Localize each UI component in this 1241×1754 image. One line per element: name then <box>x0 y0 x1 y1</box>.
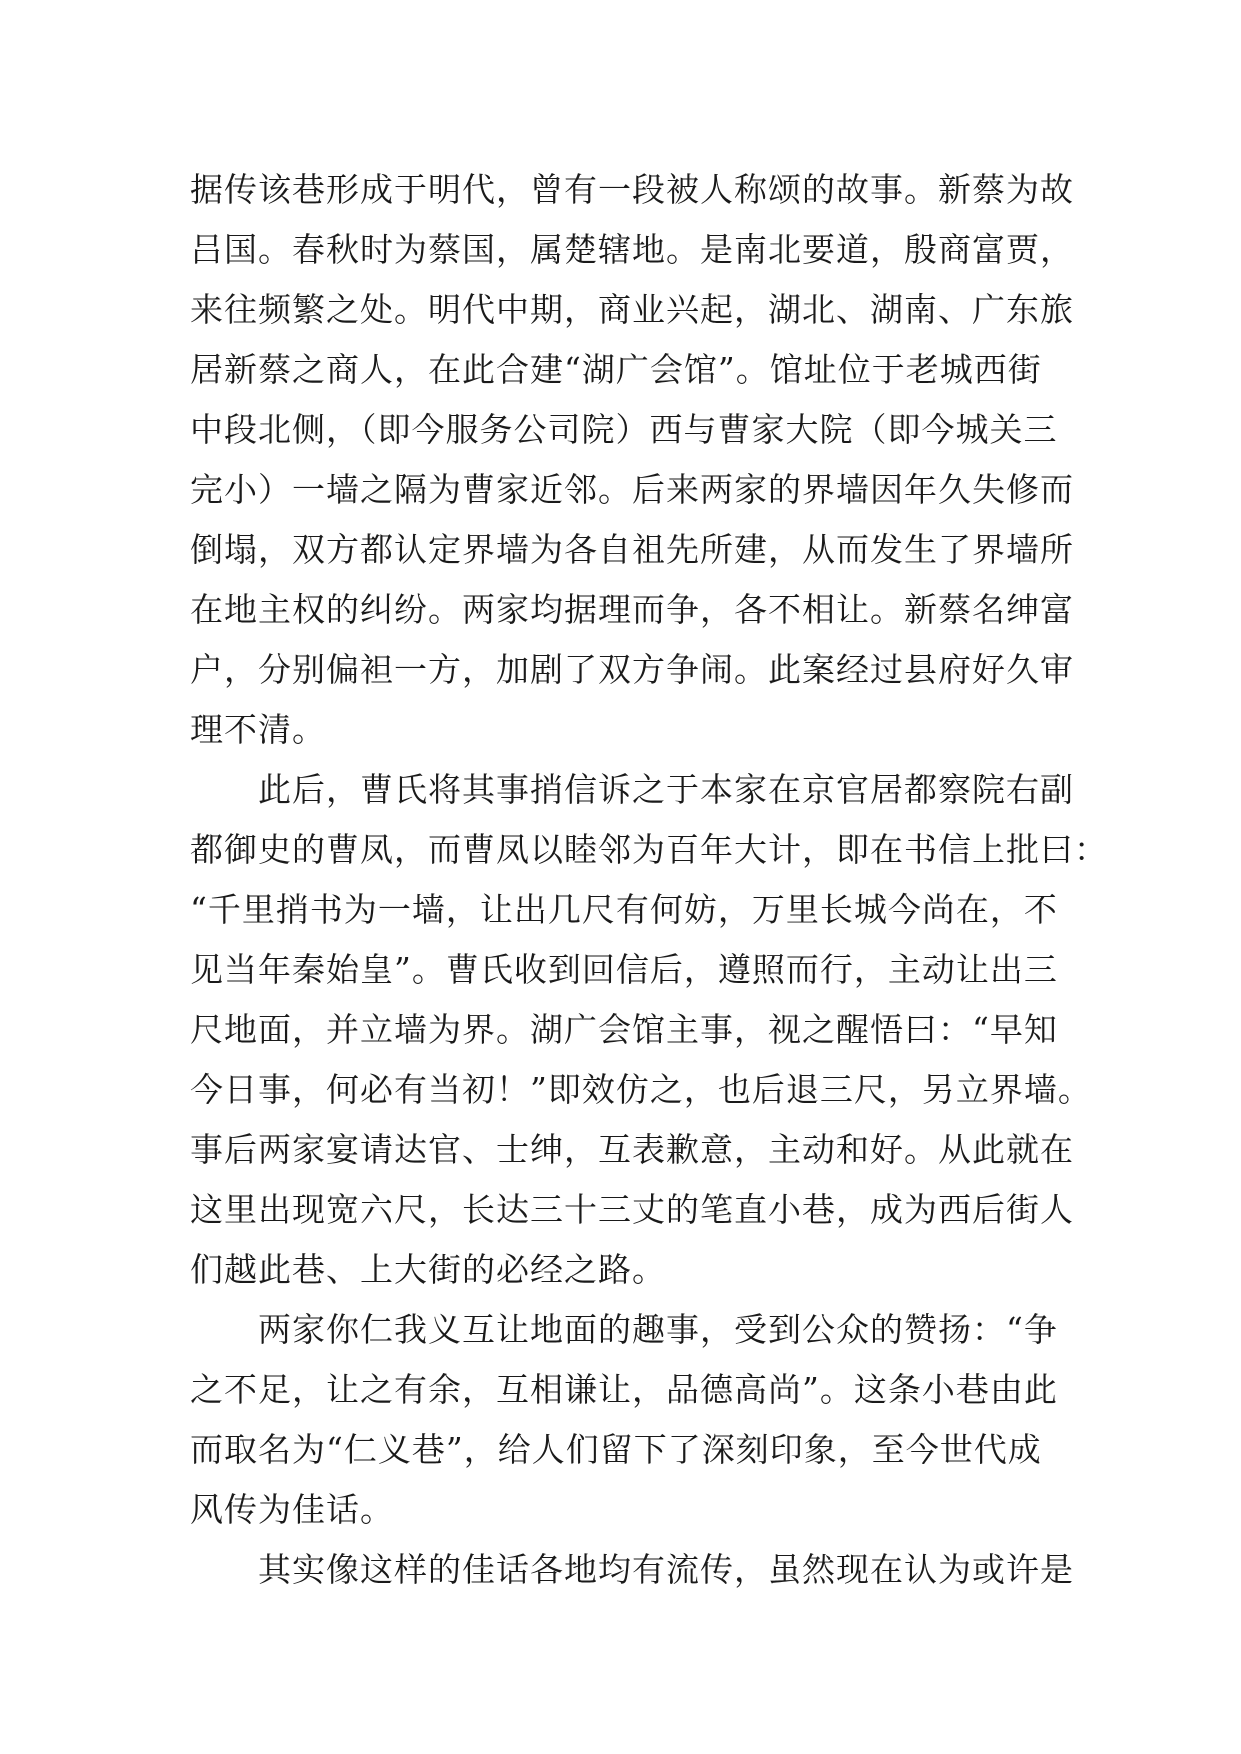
text-line: 之不足，让之有余，互相谦让，品德高尚”。这条小巷由此 <box>190 1370 1058 1409</box>
text-line: “千里捎书为一墙，让出几尺有何妨，万里长城今尚在，不 <box>190 890 1058 929</box>
text-line: 中段北侧，（即今服务公司院）西与曹家大院（即今城关三 <box>190 410 1058 449</box>
text-line: 其实像这样的佳话各地均有流传，虽然现在认为或许是 <box>258 1550 1074 1589</box>
text-line: 们越此巷、上大街的必经之路。 <box>190 1250 666 1289</box>
text-line: 据传该巷形成于明代，曾有一段被人称颂的故事。新蔡为故 <box>190 170 1074 209</box>
text-line: 风传为佳话。 <box>190 1490 394 1529</box>
text-line: 居新蔡之商人，在此合建“湖广会馆”。馆址位于老城西街 <box>190 350 1042 389</box>
text-line: 吕国。春秋时为蔡国，属楚辖地。是南北要道，殷商富贾， <box>190 230 1074 269</box>
text-line: 而取名为“仁义巷”，给人们留下了深刻印象，至今世代成 <box>190 1430 1042 1469</box>
text-line: 完小）一墙之隔为曹家近邻。后来两家的界墙因年久失修而 <box>190 470 1074 509</box>
text-line: 此后，曹氏将其事捎信诉之于本家在京官居都察院右副 <box>258 770 1074 809</box>
body-text <box>190 160 1108 1600</box>
text-line: 见当年秦始皇”。曹氏收到回信后，遵照而行，主动让出三 <box>190 950 1058 989</box>
text-line: 理不清。 <box>190 710 326 749</box>
text-line: 今日事，何必有当初！”即效仿之，也后退三尺，另立界墙。 <box>190 1070 1092 1109</box>
text-line: 户，分别偏袒一方，加剧了双方争闹。此案经过县府好久审 <box>190 650 1074 689</box>
text-line: 事后两家宴请达官、士绅，互表歉意，主动和好。从此就在 <box>190 1130 1074 1169</box>
text-line: 尺地面，并立墙为界。湖广会馆主事，视之醒悟曰：“早知 <box>190 1010 1058 1049</box>
text-line: 来往频繁之处。明代中期，商业兴起，湖北、湖南、广东旅 <box>190 290 1074 329</box>
text-line: 这里出现宽六尺，长达三十三丈的笔直小巷，成为西后街人 <box>190 1190 1074 1229</box>
text-line: 在地主权的纠纷。两家均据理而争，各不相让。新蔡名绅富 <box>190 590 1074 629</box>
text-line: 倒塌，双方都认定界墙为各自祖先所建，从而发生了界墙所 <box>190 530 1074 569</box>
text-line: 两家你仁我义互让地面的趣事，受到公众的赞扬：“争 <box>258 1310 1058 1349</box>
text-line: 都御史的曹凤，而曹凤以睦邻为百年大计，即在书信上批曰： <box>190 830 1108 869</box>
